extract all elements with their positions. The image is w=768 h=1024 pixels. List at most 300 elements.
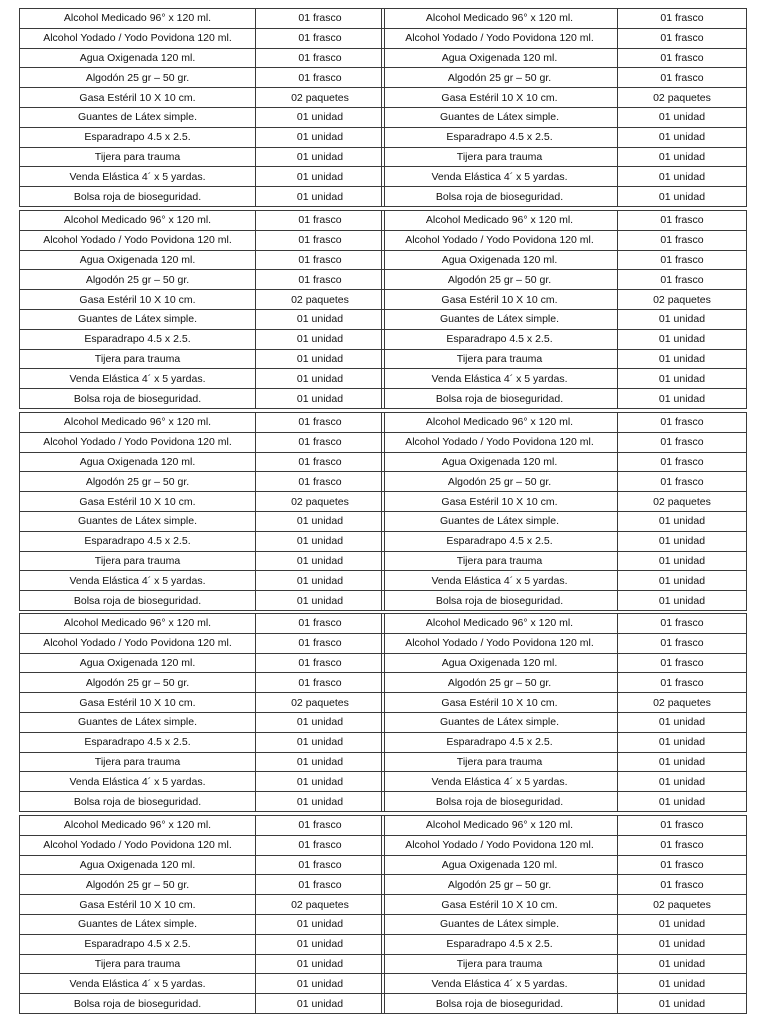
item-quantity: 01 unidad: [618, 954, 747, 974]
item-quantity: 01 unidad: [618, 107, 747, 127]
item-quantity: 01 frasco: [256, 9, 385, 29]
table-row: [382, 511, 747, 531]
item-quantity: 01 frasco: [256, 653, 385, 673]
table-row: [20, 413, 385, 433]
table-row: [20, 994, 385, 1014]
item-name: Bolsa roja de bioseguridad.: [382, 591, 618, 611]
table-row: [20, 633, 385, 653]
item-name: Guantes de Látex simple.: [20, 309, 256, 329]
item-quantity: 01 frasco: [256, 855, 385, 875]
table-row: [20, 816, 385, 836]
item-quantity: 01 frasco: [256, 211, 385, 231]
item-quantity: 01 unidad: [256, 934, 385, 954]
item-quantity: 01 unidad: [618, 127, 747, 147]
table-row: [382, 452, 747, 472]
item-name: Bolsa roja de bioseguridad.: [20, 792, 256, 812]
item-name: Gasa Estéril 10 X 10 cm.: [382, 290, 618, 310]
item-name: Bolsa roja de bioseguridad.: [382, 187, 618, 207]
item-quantity: 01 unidad: [256, 309, 385, 329]
table-row: [382, 329, 747, 349]
item-quantity: 01 unidad: [256, 167, 385, 187]
table-row: [382, 389, 747, 409]
table-row: [20, 107, 385, 127]
item-name: Alcohol Yodado / Yodo Povidona 120 ml.: [382, 230, 618, 250]
table-row: [382, 290, 747, 310]
item-name: Alcohol Yodado / Yodo Povidona 120 ml.: [382, 835, 618, 855]
item-name: Tijera para trauma: [20, 954, 256, 974]
table-row: [20, 270, 385, 290]
table-row: [382, 752, 747, 772]
item-quantity: 01 unidad: [618, 329, 747, 349]
item-name: Algodón 25 gr – 50 gr.: [20, 673, 256, 693]
item-quantity: 02 paquetes: [256, 492, 385, 512]
supply-list-table: [19, 815, 385, 1014]
item-name: Gasa Estéril 10 X 10 cm.: [382, 895, 618, 915]
table-row: [382, 309, 747, 329]
table-row: [382, 994, 747, 1014]
item-quantity: 01 unidad: [256, 389, 385, 409]
item-name: Gasa Estéril 10 X 10 cm.: [20, 290, 256, 310]
table-row: [20, 732, 385, 752]
table-row: [20, 432, 385, 452]
item-name: Alcohol Yodado / Yodo Povidona 120 ml.: [20, 835, 256, 855]
item-quantity: 01 frasco: [618, 855, 747, 875]
table-row: [20, 673, 385, 693]
table-row: [20, 712, 385, 732]
item-quantity: 01 unidad: [256, 127, 385, 147]
item-quantity: 01 unidad: [618, 934, 747, 954]
item-quantity: 01 unidad: [256, 732, 385, 752]
table-row: [382, 914, 747, 934]
table-row: [20, 187, 385, 207]
item-name: Algodón 25 gr – 50 gr.: [20, 270, 256, 290]
item-quantity: 01 frasco: [618, 653, 747, 673]
table-row: [382, 88, 747, 108]
item-name: Esparadrapo 4.5 x 2.5.: [382, 127, 618, 147]
table-row: [382, 68, 747, 88]
table-row: [20, 895, 385, 915]
item-name: Algodón 25 gr – 50 gr.: [382, 68, 618, 88]
item-name: Gasa Estéril 10 X 10 cm.: [20, 693, 256, 713]
table-row: [20, 492, 385, 512]
item-name: Alcohol Medicado 96° x 120 ml.: [20, 413, 256, 433]
item-name: Guantes de Látex simple.: [382, 914, 618, 934]
item-quantity: 01 unidad: [256, 571, 385, 591]
item-quantity: 01 frasco: [256, 230, 385, 250]
item-name: Bolsa roja de bioseguridad.: [20, 187, 256, 207]
item-name: Alcohol Yodado / Yodo Povidona 120 ml.: [382, 633, 618, 653]
item-name: Gasa Estéril 10 X 10 cm.: [382, 693, 618, 713]
table-row: [20, 230, 385, 250]
item-name: Tijera para trauma: [20, 551, 256, 571]
item-name: Guantes de Látex simple.: [20, 914, 256, 934]
item-quantity: 01 unidad: [618, 772, 747, 792]
item-quantity: 02 paquetes: [618, 290, 747, 310]
supply-list-table: [381, 613, 747, 812]
table-row: [382, 211, 747, 231]
item-quantity: 01 unidad: [256, 914, 385, 934]
table-row: [382, 9, 747, 29]
item-name: Esparadrapo 4.5 x 2.5.: [20, 329, 256, 349]
item-name: Tijera para trauma: [382, 752, 618, 772]
item-name: Agua Oxigenada 120 ml.: [20, 653, 256, 673]
item-name: Venda Elástica 4´ x 5 yardas.: [382, 167, 618, 187]
item-quantity: 01 unidad: [256, 752, 385, 772]
table-row: [382, 250, 747, 270]
item-quantity: 01 unidad: [618, 914, 747, 934]
table-row: [20, 48, 385, 68]
item-name: Algodón 25 gr – 50 gr.: [20, 472, 256, 492]
supply-list-table: [19, 210, 385, 409]
supply-list-table: [19, 613, 385, 812]
item-quantity: 01 frasco: [618, 68, 747, 88]
item-quantity: 01 frasco: [618, 452, 747, 472]
table-row: [382, 732, 747, 752]
item-name: Alcohol Yodado / Yodo Povidona 120 ml.: [382, 432, 618, 452]
item-quantity: 01 frasco: [256, 28, 385, 48]
item-name: Alcohol Medicado 96° x 120 ml.: [20, 816, 256, 836]
item-name: Tijera para trauma: [20, 147, 256, 167]
item-name: Guantes de Látex simple.: [382, 309, 618, 329]
table-row: [382, 614, 747, 634]
item-name: Venda Elástica 4´ x 5 yardas.: [382, 974, 618, 994]
table-row: [20, 369, 385, 389]
item-name: Alcohol Medicado 96° x 120 ml.: [382, 9, 618, 29]
table-row: [382, 633, 747, 653]
item-quantity: 01 frasco: [618, 270, 747, 290]
item-quantity: 01 frasco: [256, 614, 385, 634]
item-quantity: 01 unidad: [618, 732, 747, 752]
item-quantity: 01 unidad: [618, 389, 747, 409]
table-row: [382, 835, 747, 855]
table-row: [382, 591, 747, 611]
item-quantity: 02 paquetes: [256, 88, 385, 108]
item-quantity: 01 frasco: [256, 48, 385, 68]
item-quantity: 01 unidad: [618, 752, 747, 772]
table-row: [20, 752, 385, 772]
item-name: Esparadrapo 4.5 x 2.5.: [382, 934, 618, 954]
item-name: Guantes de Látex simple.: [20, 511, 256, 531]
table-row: [382, 895, 747, 915]
item-quantity: 01 unidad: [618, 309, 747, 329]
table-row: [20, 591, 385, 611]
item-quantity: 01 frasco: [256, 68, 385, 88]
item-name: Tijera para trauma: [382, 349, 618, 369]
table-row: [382, 653, 747, 673]
item-name: Bolsa roja de bioseguridad.: [20, 591, 256, 611]
item-quantity: 01 unidad: [618, 147, 747, 167]
table-row: [382, 369, 747, 389]
table-row: [382, 432, 747, 452]
item-name: Gasa Estéril 10 X 10 cm.: [20, 88, 256, 108]
table-row: [20, 211, 385, 231]
item-quantity: 02 paquetes: [618, 895, 747, 915]
table-row: [382, 673, 747, 693]
item-quantity: 01 frasco: [618, 413, 747, 433]
item-name: Venda Elástica 4´ x 5 yardas.: [382, 772, 618, 792]
item-name: Algodón 25 gr – 50 gr.: [382, 673, 618, 693]
table-row: [20, 855, 385, 875]
item-quantity: 01 frasco: [618, 816, 747, 836]
table-row: [20, 9, 385, 29]
item-quantity: 02 paquetes: [618, 492, 747, 512]
item-quantity: 01 unidad: [618, 974, 747, 994]
table-row: [382, 934, 747, 954]
table-row: [20, 68, 385, 88]
item-name: Agua Oxigenada 120 ml.: [20, 250, 256, 270]
item-quantity: 01 frasco: [618, 48, 747, 68]
table-row: [382, 48, 747, 68]
item-name: Agua Oxigenada 120 ml.: [382, 250, 618, 270]
item-quantity: 01 frasco: [256, 633, 385, 653]
supply-list-table: [381, 210, 747, 409]
item-name: Guantes de Látex simple.: [20, 107, 256, 127]
table-row: [20, 835, 385, 855]
item-quantity: 01 unidad: [256, 994, 385, 1014]
item-quantity: 01 unidad: [256, 792, 385, 812]
item-name: Alcohol Yodado / Yodo Povidona 120 ml.: [20, 28, 256, 48]
table-row: [382, 147, 747, 167]
supply-list-table: [19, 8, 385, 207]
table-row: [20, 974, 385, 994]
item-name: Esparadrapo 4.5 x 2.5.: [382, 732, 618, 752]
item-name: Tijera para trauma: [382, 551, 618, 571]
table-row: [382, 187, 747, 207]
table-row: [382, 875, 747, 895]
item-quantity: 01 frasco: [618, 614, 747, 634]
item-quantity: 01 unidad: [618, 511, 747, 531]
table-row: [20, 349, 385, 369]
item-name: Bolsa roja de bioseguridad.: [20, 389, 256, 409]
item-quantity: 01 unidad: [618, 369, 747, 389]
item-name: Bolsa roja de bioseguridad.: [20, 994, 256, 1014]
table-row: [20, 614, 385, 634]
item-name: Alcohol Medicado 96° x 120 ml.: [382, 211, 618, 231]
table-row: [20, 772, 385, 792]
item-name: Agua Oxigenada 120 ml.: [20, 48, 256, 68]
item-name: Esparadrapo 4.5 x 2.5.: [20, 531, 256, 551]
item-name: Alcohol Medicado 96° x 120 ml.: [20, 614, 256, 634]
item-quantity: 01 frasco: [618, 472, 747, 492]
item-name: Alcohol Medicado 96° x 120 ml.: [382, 413, 618, 433]
table-row: [20, 551, 385, 571]
item-name: Agua Oxigenada 120 ml.: [382, 855, 618, 875]
table-row: [382, 712, 747, 732]
table-row: [20, 167, 385, 187]
item-quantity: 01 frasco: [256, 452, 385, 472]
table-row: [20, 792, 385, 812]
item-name: Tijera para trauma: [382, 954, 618, 974]
item-name: Venda Elástica 4´ x 5 yardas.: [382, 369, 618, 389]
table-row: [382, 127, 747, 147]
table-row: [20, 147, 385, 167]
table-row: [20, 472, 385, 492]
table-row: [20, 127, 385, 147]
item-name: Agua Oxigenada 120 ml.: [382, 653, 618, 673]
item-name: Esparadrapo 4.5 x 2.5.: [20, 732, 256, 752]
item-quantity: 01 unidad: [256, 187, 385, 207]
item-name: Alcohol Medicado 96° x 120 ml.: [382, 816, 618, 836]
item-quantity: 01 unidad: [256, 531, 385, 551]
table-row: [382, 28, 747, 48]
item-name: Alcohol Medicado 96° x 120 ml.: [20, 211, 256, 231]
item-quantity: 02 paquetes: [618, 693, 747, 713]
table-row: [20, 914, 385, 934]
item-quantity: 01 unidad: [618, 349, 747, 369]
table-row: [20, 88, 385, 108]
item-quantity: 02 paquetes: [256, 290, 385, 310]
item-name: Algodón 25 gr – 50 gr.: [20, 875, 256, 895]
item-name: Tijera para trauma: [20, 349, 256, 369]
item-quantity: 01 unidad: [256, 329, 385, 349]
item-quantity: 01 frasco: [256, 472, 385, 492]
table-row: [20, 693, 385, 713]
item-quantity: 01 unidad: [256, 349, 385, 369]
item-name: Guantes de Látex simple.: [20, 712, 256, 732]
table-row: [20, 250, 385, 270]
item-quantity: 01 unidad: [618, 551, 747, 571]
item-quantity: 01 frasco: [256, 250, 385, 270]
item-quantity: 01 unidad: [618, 591, 747, 611]
table-row: [382, 816, 747, 836]
item-quantity: 01 unidad: [618, 571, 747, 591]
table-row: [382, 954, 747, 974]
item-quantity: 02 paquetes: [618, 88, 747, 108]
table-row: [382, 531, 747, 551]
item-quantity: 01 unidad: [618, 187, 747, 207]
item-name: Esparadrapo 4.5 x 2.5.: [20, 127, 256, 147]
item-name: Agua Oxigenada 120 ml.: [20, 855, 256, 875]
table-row: [20, 954, 385, 974]
item-name: Alcohol Yodado / Yodo Povidona 120 ml.: [382, 28, 618, 48]
item-quantity: 01 frasco: [618, 250, 747, 270]
item-name: Guantes de Látex simple.: [382, 712, 618, 732]
table-row: [382, 492, 747, 512]
item-name: Venda Elástica 4´ x 5 yardas.: [20, 974, 256, 994]
item-name: Algodón 25 gr – 50 gr.: [20, 68, 256, 88]
item-quantity: 01 frasco: [256, 835, 385, 855]
item-name: Tijera para trauma: [20, 752, 256, 772]
item-quantity: 01 frasco: [618, 9, 747, 29]
item-quantity: 01 unidad: [256, 551, 385, 571]
table-row: [20, 653, 385, 673]
item-quantity: 01 unidad: [256, 772, 385, 792]
item-name: Gasa Estéril 10 X 10 cm.: [382, 88, 618, 108]
item-quantity: 01 unidad: [256, 511, 385, 531]
item-quantity: 01 unidad: [256, 147, 385, 167]
item-quantity: 01 unidad: [256, 712, 385, 732]
table-row: [20, 452, 385, 472]
item-name: Bolsa roja de bioseguridad.: [382, 994, 618, 1014]
item-quantity: 01 frasco: [256, 816, 385, 836]
item-quantity: 01 unidad: [256, 369, 385, 389]
table-row: [382, 855, 747, 875]
item-name: Alcohol Medicado 96° x 120 ml.: [382, 614, 618, 634]
supply-list-table: [381, 8, 747, 207]
table-row: [20, 531, 385, 551]
item-quantity: 01 unidad: [256, 591, 385, 611]
table-row: [382, 571, 747, 591]
item-quantity: 01 frasco: [256, 875, 385, 895]
table-row: [20, 290, 385, 310]
item-quantity: 01 frasco: [618, 28, 747, 48]
table-row: [20, 875, 385, 895]
item-quantity: 01 unidad: [618, 167, 747, 187]
item-name: Bolsa roja de bioseguridad.: [382, 792, 618, 812]
table-row: [382, 974, 747, 994]
item-quantity: 01 frasco: [256, 270, 385, 290]
item-name: Esparadrapo 4.5 x 2.5.: [382, 531, 618, 551]
item-name: Venda Elástica 4´ x 5 yardas.: [20, 369, 256, 389]
item-quantity: 01 frasco: [256, 413, 385, 433]
item-name: Algodón 25 gr – 50 gr.: [382, 270, 618, 290]
table-row: [20, 511, 385, 531]
item-name: Venda Elástica 4´ x 5 yardas.: [20, 571, 256, 591]
table-row: [382, 693, 747, 713]
supply-list-table: [381, 815, 747, 1014]
item-quantity: 01 frasco: [256, 432, 385, 452]
table-row: [20, 389, 385, 409]
item-name: Esparadrapo 4.5 x 2.5.: [382, 329, 618, 349]
table-row: [20, 28, 385, 48]
item-name: Alcohol Yodado / Yodo Povidona 120 ml.: [20, 432, 256, 452]
table-row: [20, 571, 385, 591]
item-name: Agua Oxigenada 120 ml.: [20, 452, 256, 472]
item-quantity: 01 frasco: [618, 875, 747, 895]
item-name: Algodón 25 gr – 50 gr.: [382, 875, 618, 895]
table-row: [382, 349, 747, 369]
item-quantity: 01 frasco: [618, 835, 747, 855]
item-quantity: 01 unidad: [256, 954, 385, 974]
item-name: Tijera para trauma: [382, 147, 618, 167]
item-quantity: 01 unidad: [256, 107, 385, 127]
item-name: Gasa Estéril 10 X 10 cm.: [20, 895, 256, 915]
item-name: Alcohol Medicado 96° x 120 ml.: [20, 9, 256, 29]
item-name: Alcohol Yodado / Yodo Povidona 120 ml.: [20, 633, 256, 653]
supply-list-table: [19, 412, 385, 611]
item-name: Gasa Estéril 10 X 10 cm.: [20, 492, 256, 512]
item-name: Esparadrapo 4.5 x 2.5.: [20, 934, 256, 954]
item-quantity: 02 paquetes: [256, 693, 385, 713]
table-row: [382, 167, 747, 187]
item-quantity: 01 frasco: [618, 673, 747, 693]
item-quantity: 01 frasco: [618, 230, 747, 250]
item-quantity: 01 unidad: [618, 994, 747, 1014]
item-name: Venda Elástica 4´ x 5 yardas.: [20, 772, 256, 792]
item-name: Algodón 25 gr – 50 gr.: [382, 472, 618, 492]
table-row: [20, 329, 385, 349]
item-name: Gasa Estéril 10 X 10 cm.: [382, 492, 618, 512]
table-row: [20, 934, 385, 954]
item-quantity: 01 unidad: [618, 792, 747, 812]
table-row: [382, 230, 747, 250]
table-row: [382, 792, 747, 812]
item-name: Agua Oxigenada 120 ml.: [382, 48, 618, 68]
table-row: [382, 551, 747, 571]
item-quantity: 01 frasco: [618, 432, 747, 452]
item-name: Bolsa roja de bioseguridad.: [382, 389, 618, 409]
item-name: Guantes de Látex simple.: [382, 107, 618, 127]
item-quantity: 01 frasco: [618, 211, 747, 231]
item-name: Venda Elástica 4´ x 5 yardas.: [20, 167, 256, 187]
item-name: Venda Elástica 4´ x 5 yardas.: [382, 571, 618, 591]
table-row: [382, 472, 747, 492]
item-name: Guantes de Látex simple.: [382, 511, 618, 531]
item-name: Agua Oxigenada 120 ml.: [382, 452, 618, 472]
table-row: [20, 309, 385, 329]
item-quantity: 01 unidad: [618, 712, 747, 732]
item-quantity: 01 frasco: [256, 673, 385, 693]
